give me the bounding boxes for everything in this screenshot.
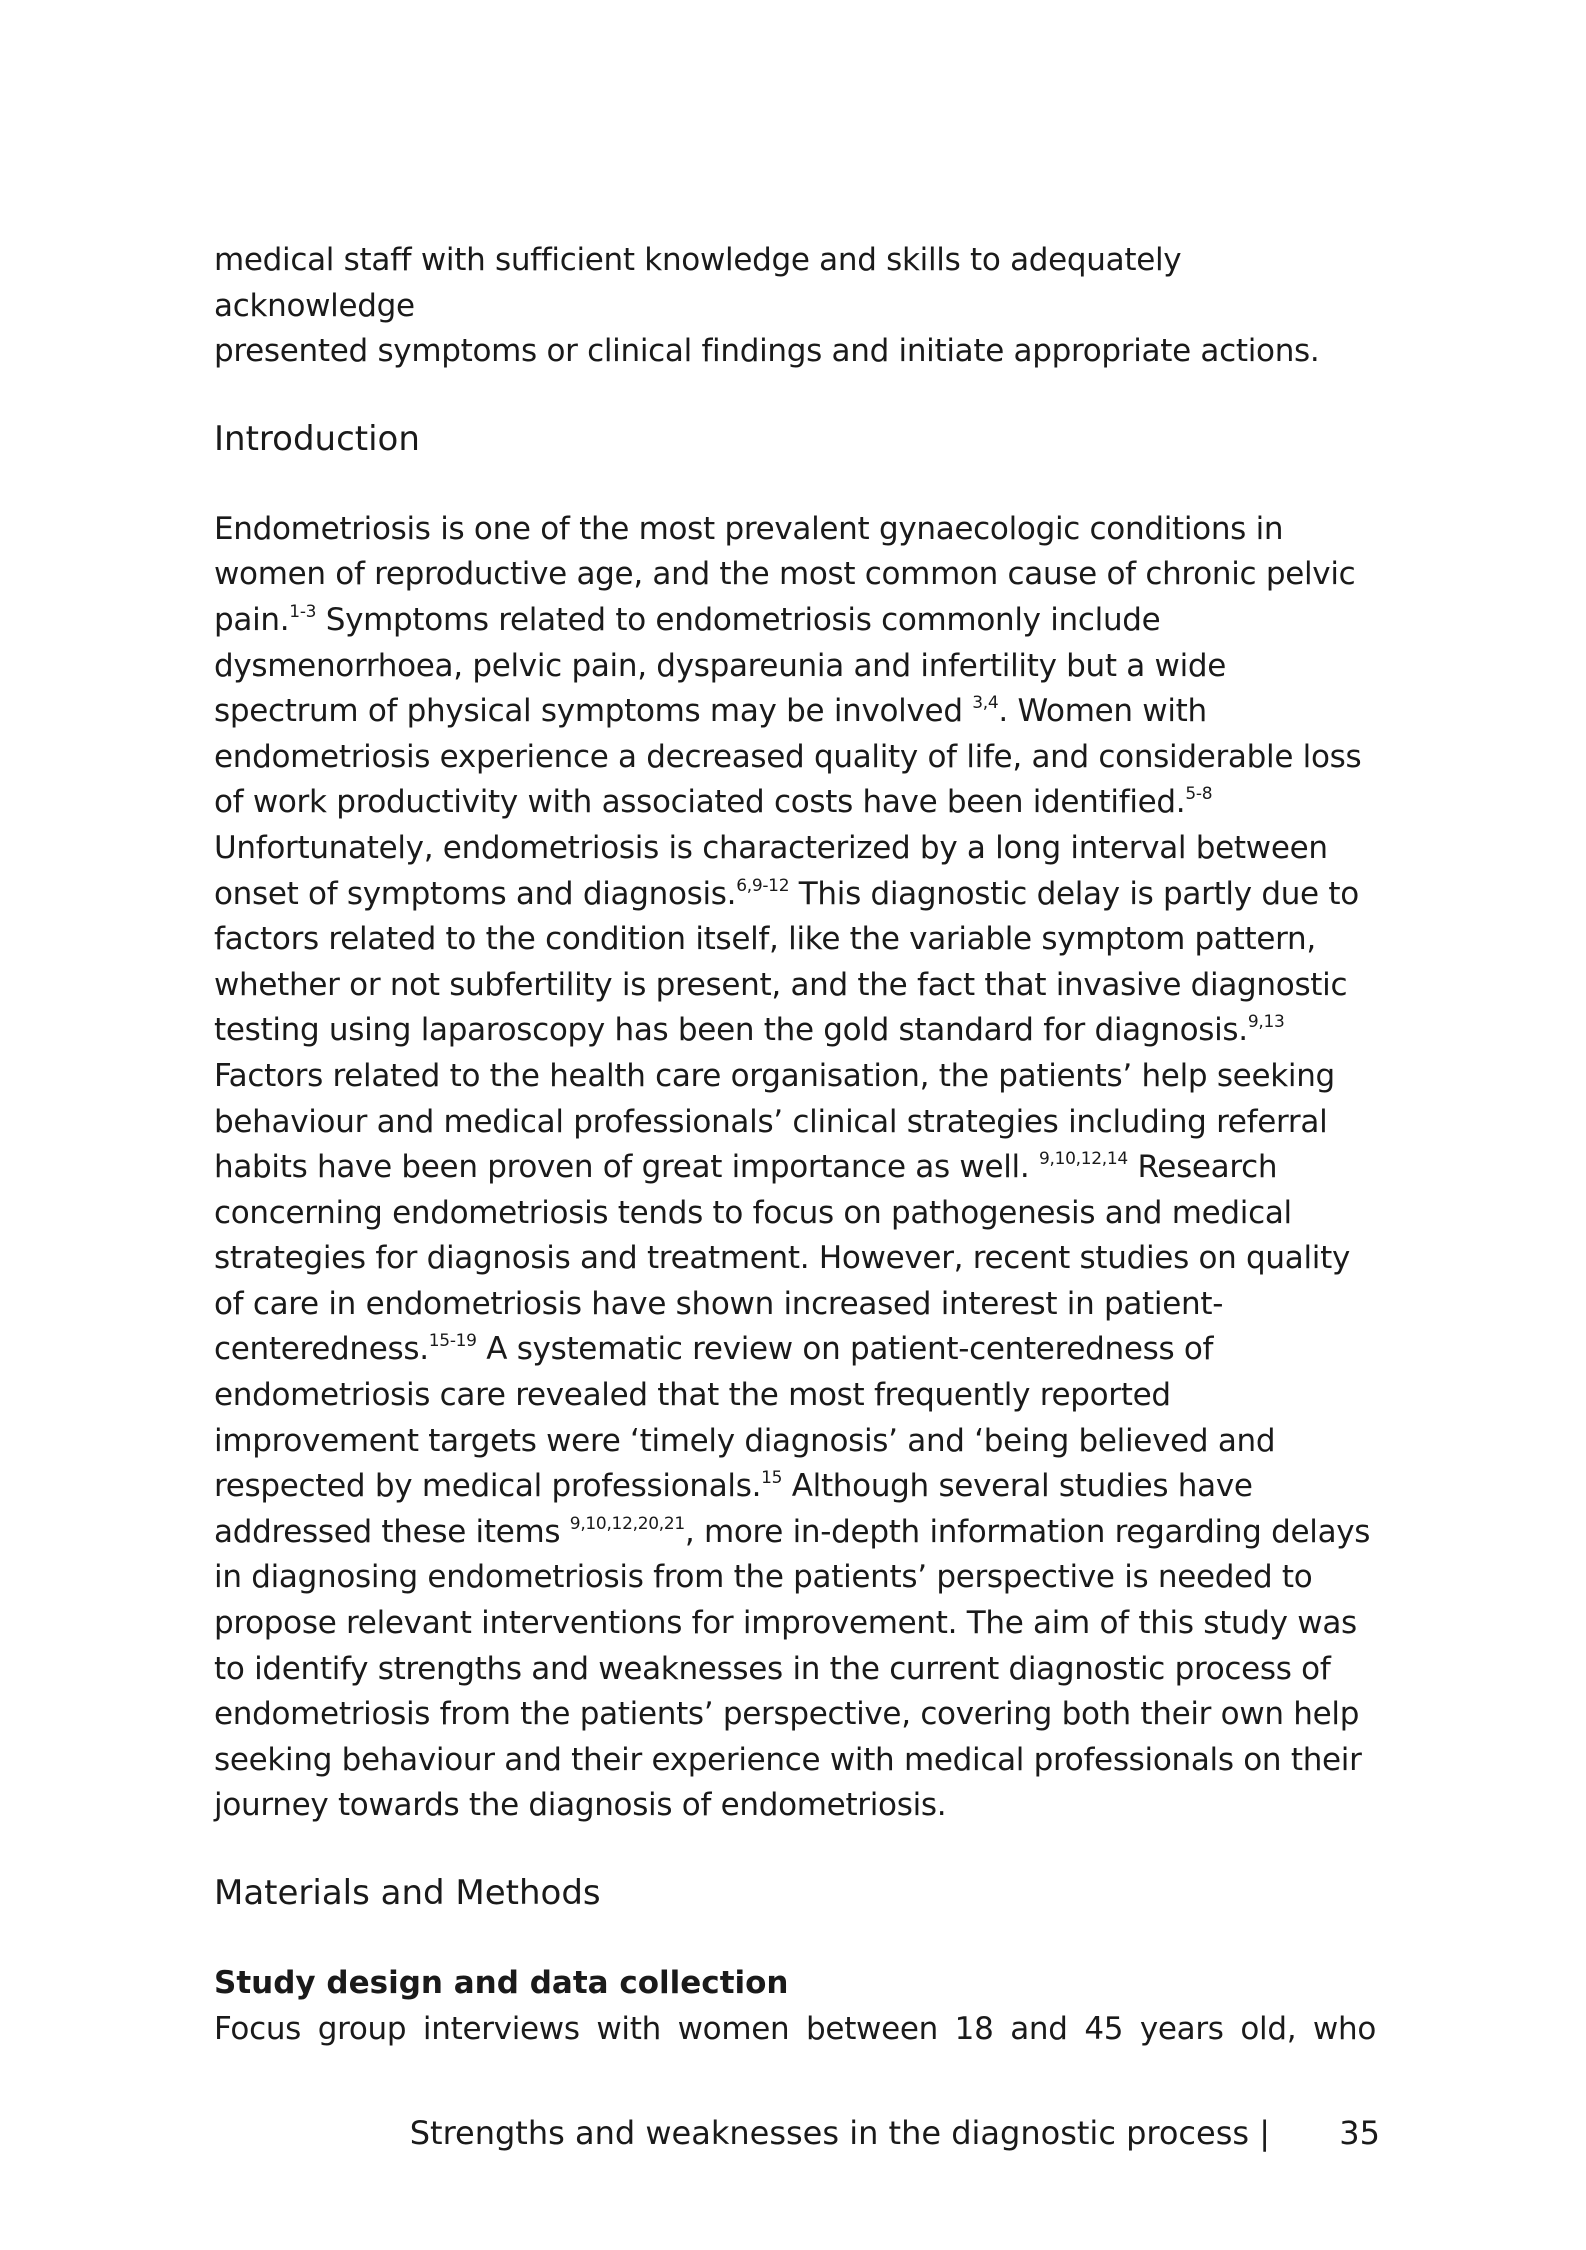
intro-sentence: Symptoms related to endometriosis commonly include dysmenorrhoea, pelvic pain, dyspareunia and infertility but a wide spectrum of physical symptoms may be involved [214, 601, 1227, 730]
continued-line-2: presented symptoms or clinical findings and initiate appropriate actions. [214, 333, 1320, 370]
intro-sentence: A systematic review on patient-centeredness of endometriosis care revealed that the most frequently reported improvement targets were ‘timely diagnosis’ and ‘being believed and respected by medical professionals. [214, 1331, 1276, 1505]
page-body [214, 238, 1376, 2052]
reference-marker: 3,4 [972, 693, 999, 714]
reference-marker: 9,10,12,20,21 [569, 1513, 685, 1534]
running-title: Strengths and weaknesses in the diagnostic process | [409, 2114, 1270, 2152]
intro-sentence: Research concerning endometriosis tends to focus on pathogenesis and medical strategies for diagnosis and treatment. However, recent studies on quality of care in endometriosis have shown increased interest in patient-centeredness. [214, 1149, 1350, 1368]
reference-marker: 9,10,12,14 [1038, 1149, 1128, 1170]
continued-paragraph [214, 238, 1376, 375]
reference-marker: 9,13 [1247, 1012, 1285, 1033]
section-heading-introduction: Introduction [214, 418, 420, 459]
continued-line-1: medical staff with sufficient knowledge and skills to adequately acknowledge [214, 242, 1182, 324]
reference-marker: 5-8 [1185, 784, 1213, 805]
intro-sentence: Unfortunately, endometriosis is characterized by a long interval between onset of symptoms and diagnosis. [214, 829, 1328, 912]
reference-marker: 15 [761, 1468, 783, 1489]
intro-sentence: Endometriosis is one of the most prevalent gynaecologic conditions in women of reproductive age, and the most common cause of chronic pelvic pain. [214, 510, 1356, 638]
reference-marker: 6,9-12 [736, 875, 790, 896]
reference-marker: 15-19 [428, 1331, 477, 1352]
subsection-heading-study-design: Study design and data collection [214, 1965, 789, 2001]
page-number: 35 [1339, 2114, 1380, 2152]
intro-sentence: . Women with endometriosis experience a decreased quality of life, and considerable loss of work productivity with associated costs have been identified. [214, 693, 1362, 821]
section-heading-methods: Materials and Methods [214, 1873, 601, 1913]
intro-sentence: , more in-depth information regarding delays in diagnosing endometriosis from the patients’ perspective is needed to propose relevant interventions for improvement. The aim of this study was to identify strengths and weaknesses in the current diagnostic process of endometriosis from the patients’ perspective, covering both their own help seeking behaviour and their experience with medical professionals on their journey towards the diagnosis of endometriosis. [214, 1513, 1371, 1824]
introduction-paragraph [214, 507, 1376, 1829]
reference-marker: 1-3 [289, 601, 317, 622]
intro-sentence: Factors related to the health care organisation, the patients’ help seeking behaviour and medical professionals’ clinical strategies including referral habits have been proven of great importance as well. [214, 1057, 1335, 1186]
intro-sentence: Although several studies have addressed these items [214, 1468, 1253, 1550]
methods-paragraph: Focus group interviews with women between 18 and 45 years old, who [214, 2010, 1376, 2047]
intro-sentence: This diagnostic delay is partly due to factors related to the condition itself, like the variable symptom pattern, whether or not subfertility is present, and the fact that invasive diagnostic testing using laparoscopy has been the gold standard for diagnosis. [214, 875, 1359, 1049]
